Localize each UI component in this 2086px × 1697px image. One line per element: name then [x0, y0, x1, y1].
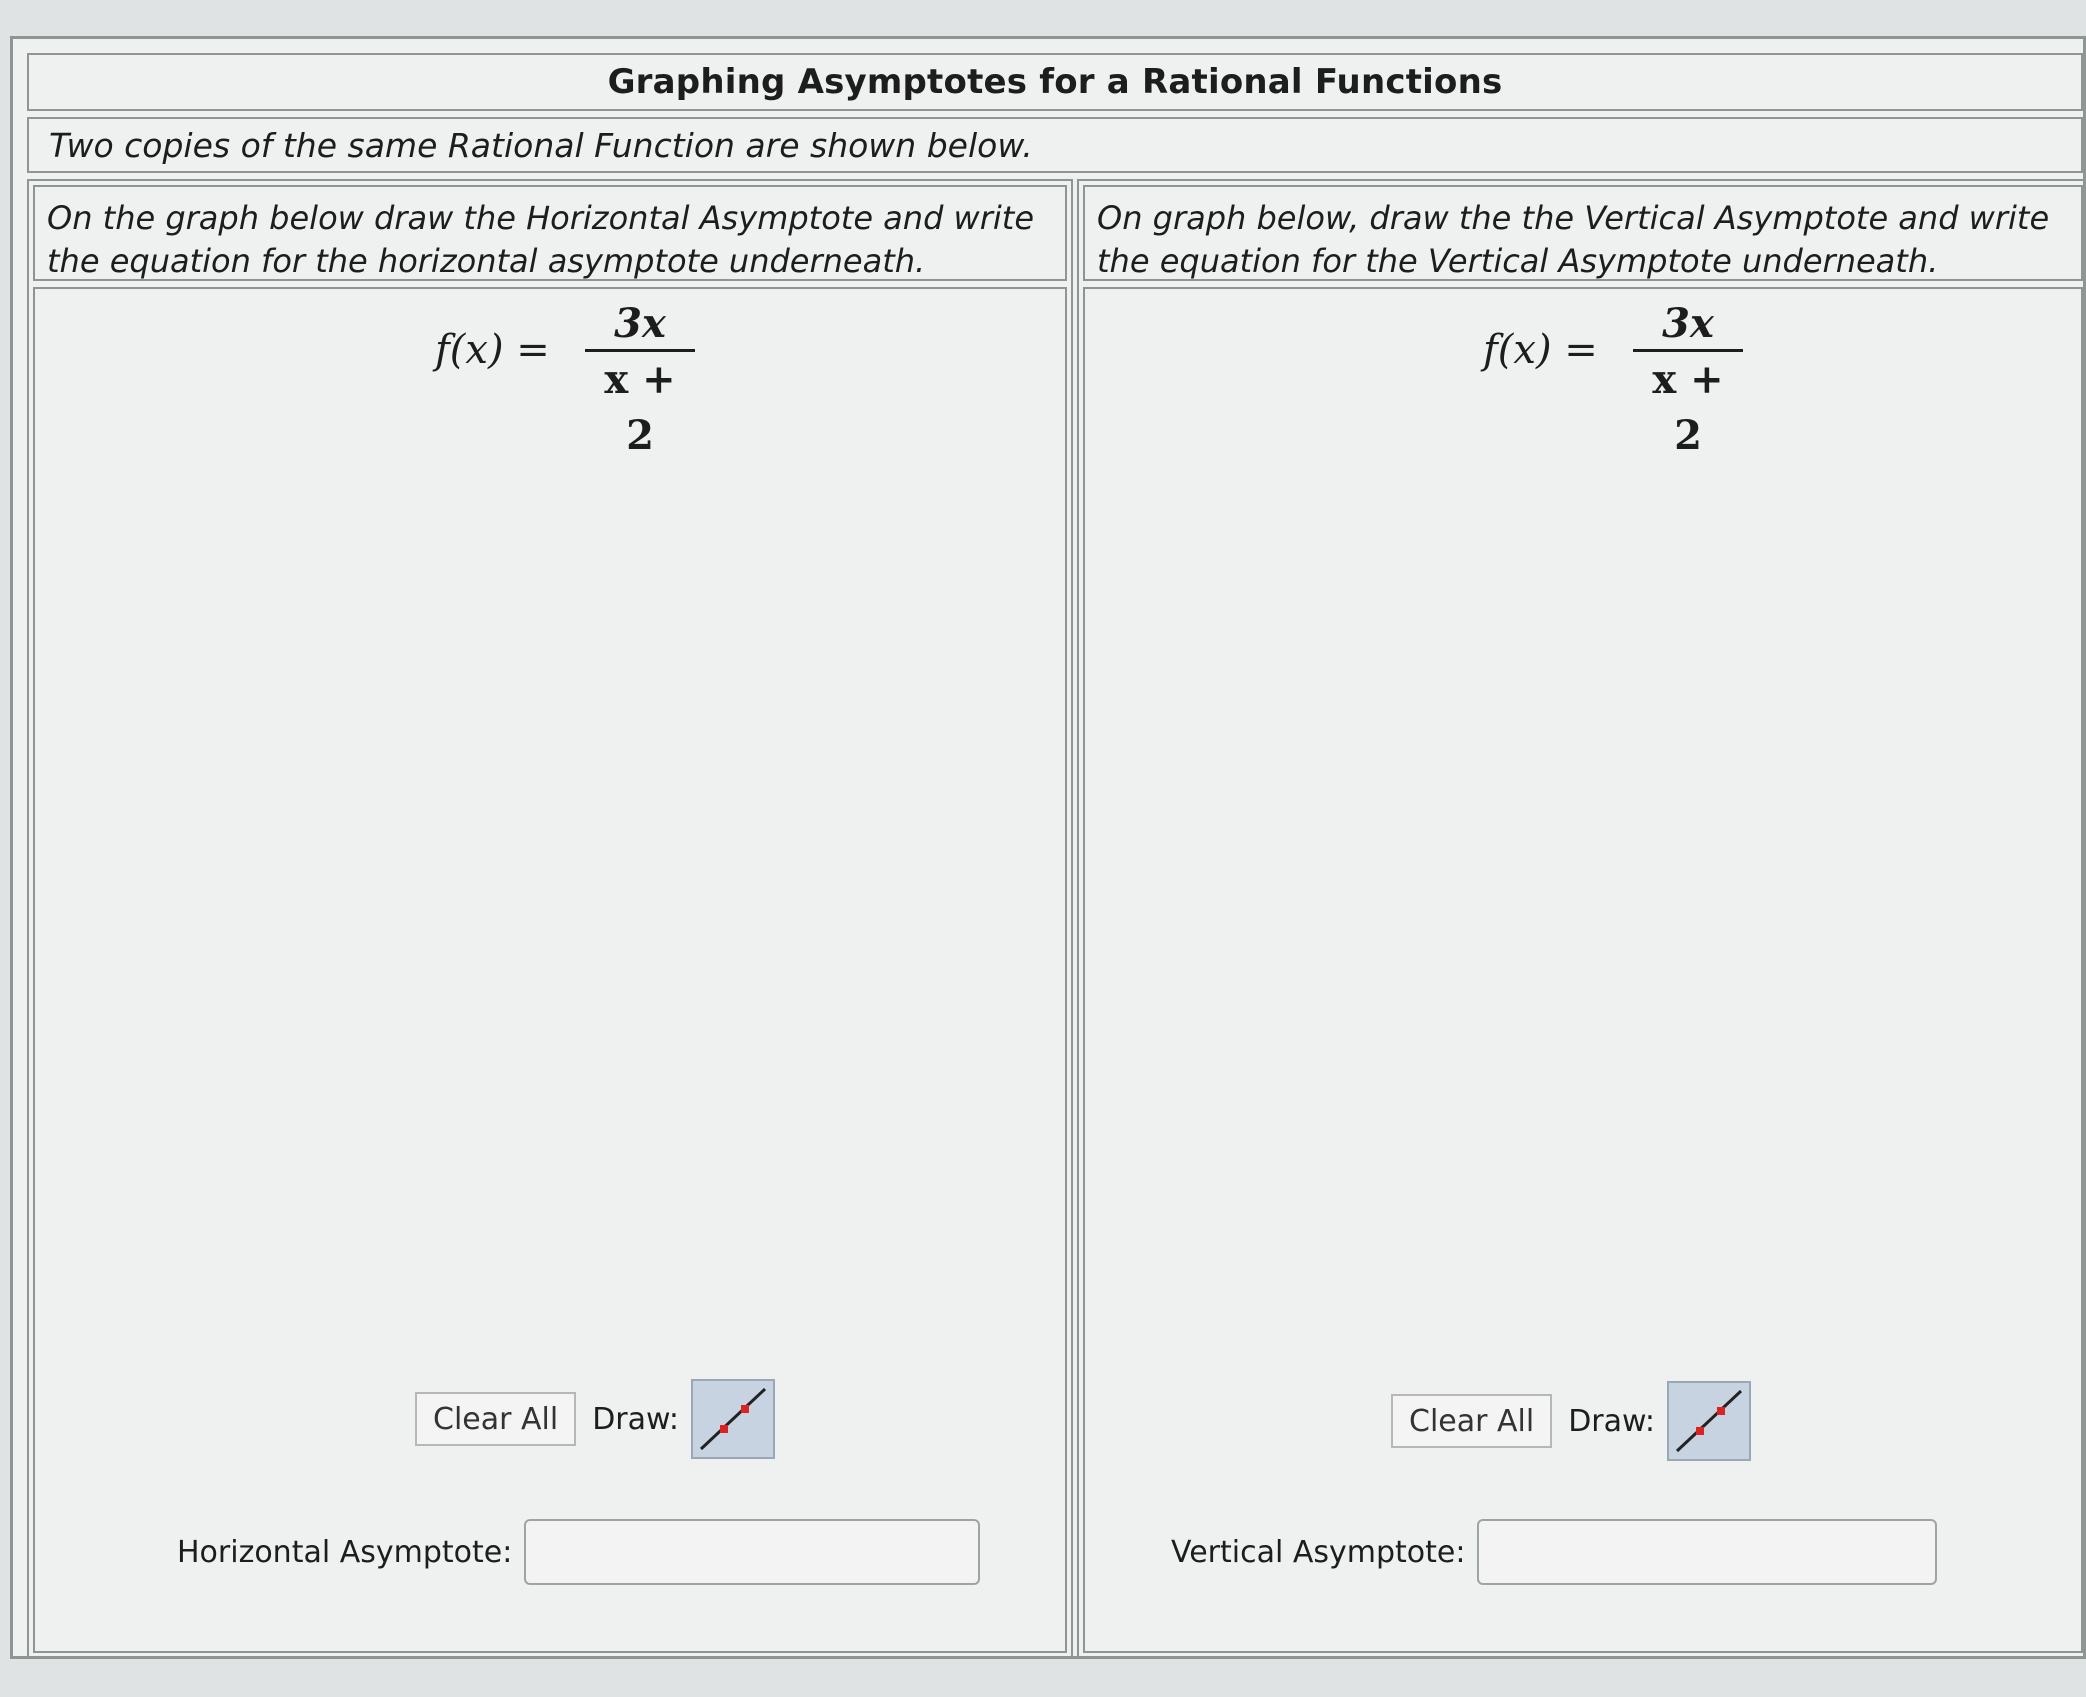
- line-segment-tool-icon[interactable]: [1667, 1381, 1751, 1461]
- graph-vertical[interactable]: [1095, 467, 2079, 1447]
- function-lhs: f(x) =: [1483, 327, 1598, 373]
- function-numerator: 3x: [614, 300, 666, 347]
- instruction-text: On graph below, draw the the Vertical Asymptote and write the equation for the Vertical Asymptote underneath.: [1083, 185, 2083, 281]
- vertical-asymptote-panel: [1077, 179, 2086, 1659]
- function-fraction: [585, 299, 695, 459]
- function-fraction: [1633, 299, 1743, 459]
- clear-all-button[interactable]: Clear All: [1391, 1394, 1552, 1448]
- answer-row: [1171, 1519, 1937, 1585]
- instruction-text: On the graph below draw the Horizontal Asymptote and write the equation for the horizontal asymptote underneath.: [33, 185, 1067, 281]
- page-title: Graphing Asymptotes for a Rational Functions: [27, 53, 2083, 111]
- vertical-asymptote-label: Vertical Asymptote:: [1171, 1534, 1466, 1570]
- function-numerator: 3x: [1662, 300, 1714, 347]
- drawing-controls: [415, 1379, 775, 1459]
- drawing-controls: [1391, 1381, 1751, 1461]
- horizontal-asymptote-panel: [27, 179, 1073, 1659]
- draw-label: Draw:: [592, 1401, 680, 1437]
- line-segment-tool-icon[interactable]: [691, 1379, 775, 1459]
- function-lhs: f(x) =: [435, 327, 550, 373]
- graph-workarea: [33, 287, 1067, 1653]
- vertical-asymptote-input[interactable]: [1477, 1519, 1937, 1585]
- clear-all-button[interactable]: Clear All: [415, 1392, 576, 1446]
- draw-label: Draw:: [1568, 1403, 1656, 1439]
- horizontal-asymptote-label: Horizontal Asymptote:: [177, 1534, 513, 1570]
- assignment-sheet: [10, 36, 2086, 1659]
- function-denominator: x + 2: [604, 356, 676, 459]
- answer-row: [177, 1519, 980, 1585]
- horizontal-asymptote-input[interactable]: [524, 1519, 980, 1585]
- graph-workarea: [1083, 287, 2083, 1653]
- intro-text: Two copies of the same Rational Function are shown below.: [27, 117, 2083, 173]
- function-denominator: x + 2: [1652, 356, 1724, 459]
- graph-horizontal[interactable]: [67, 467, 1067, 1447]
